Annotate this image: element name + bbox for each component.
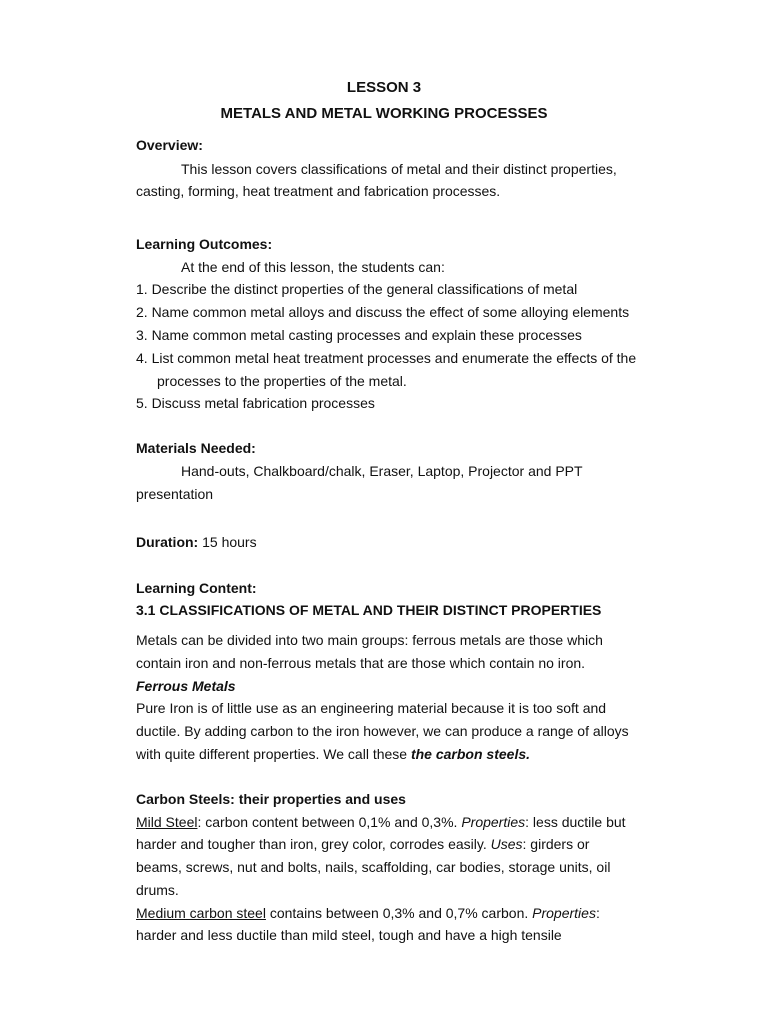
section-title: 3.1 CLASSIFICATIONS OF METAL AND THEIR DISTINCT PROPERTIES xyxy=(136,602,602,618)
text-run: : xyxy=(595,905,600,921)
text-run: harder and tougher than iron, grey color, corrodes easily. xyxy=(136,836,491,852)
emphasis-carbon-steels: the carbon steels. xyxy=(410,746,531,762)
term-mild-steel: Mild Steel xyxy=(136,814,198,830)
duration-line xyxy=(136,533,257,551)
paragraph-line xyxy=(136,835,589,853)
text-run: : girders or xyxy=(522,836,590,852)
outcome-item: 2. Name common metal alloys and discuss the effect of some alloying elements xyxy=(136,304,630,320)
outcome-item-continuation: processes to the properties of the metal. xyxy=(157,373,407,389)
paragraph-line xyxy=(136,745,530,763)
paragraph-line: ductile. By adding carbon to the iron however, we can produce a range of alloys xyxy=(136,723,629,739)
outcomes-intro: At the end of this lesson, the students can: xyxy=(181,259,445,275)
ferrous-heading: Ferrous Metals xyxy=(136,678,236,694)
properties-label: Properties xyxy=(461,814,526,830)
term-medium-carbon-steel: Medium carbon steel xyxy=(136,905,266,921)
text-run: contains between 0,3% and 0,7% carbon. xyxy=(265,905,533,921)
outcomes-heading: Learning Outcomes: xyxy=(136,236,273,252)
lesson-title: METALS AND METAL WORKING PROCESSES xyxy=(220,105,548,122)
outcome-item: 3. Name common metal casting processes and explain these processes xyxy=(136,327,582,343)
outcome-item: 1. Describe the distinct properties of the general classifications of metal xyxy=(136,281,578,297)
overview-line: casting, forming, heat treatment and fabrication processes. xyxy=(136,183,501,199)
materials-heading: Materials Needed: xyxy=(136,440,256,456)
paragraph-line: Pure Iron is of little use as an engineering material because it is too soft and xyxy=(136,700,607,716)
materials-line: Hand-outs, Chalkboard/chalk, Eraser, Laptop, Projector and PPT xyxy=(181,463,583,479)
paragraph-line xyxy=(136,904,600,922)
text-run: with quite different properties. We call these xyxy=(136,746,411,762)
paragraph-line: harder and less ductile than mild steel, tough and have a high tensile xyxy=(136,927,562,943)
outcome-item: 4. List common metal heat treatment processes and enumerate the effects of the xyxy=(136,350,637,366)
properties-label: Properties xyxy=(532,905,596,921)
paragraph-line: drums. xyxy=(136,882,179,898)
content-heading: Learning Content: xyxy=(136,580,257,596)
paragraph-line: beams, screws, nut and bolts, nails, scaffolding, car bodies, storage units, oil xyxy=(136,859,611,875)
paragraph-line xyxy=(136,813,626,831)
duration-label: Duration: xyxy=(136,534,199,550)
outcome-item: 5. Discuss metal fabrication processes xyxy=(136,395,375,411)
overview-line: This lesson covers classifications of metal and their distinct properties, xyxy=(181,161,617,177)
text-run: : less ductile but xyxy=(525,814,626,830)
lesson-number: LESSON 3 xyxy=(346,79,422,96)
carbon-steels-heading: Carbon Steels: their properties and uses xyxy=(136,791,406,807)
overview-heading: Overview: xyxy=(136,137,203,153)
duration-value: 15 hours xyxy=(198,534,257,550)
text-run: : carbon content between 0,1% and 0,3%. xyxy=(197,814,462,830)
materials-line: presentation xyxy=(136,486,214,502)
paragraph-line: Metals can be divided into two main groups: ferrous metals are those which xyxy=(136,632,603,648)
paragraph-line: contain iron and non-ferrous metals that are those which contain no iron. xyxy=(136,655,586,671)
uses-label: Uses xyxy=(490,836,523,852)
